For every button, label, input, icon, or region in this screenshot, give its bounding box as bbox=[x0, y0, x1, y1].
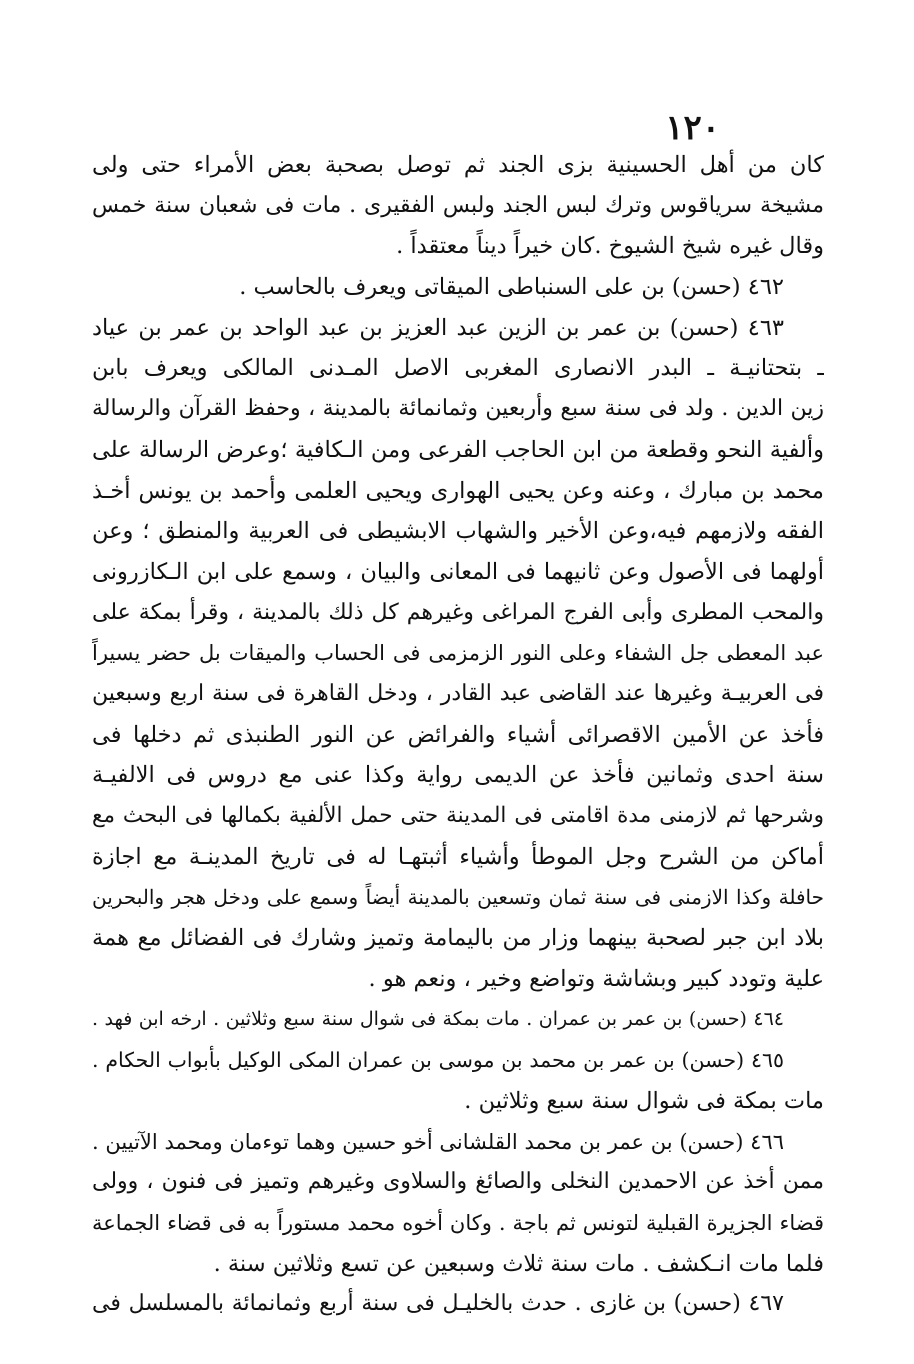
text-line: فأخذ عن الأمين الاقصرائى أشياء والفرائض عن النور الطنبذى ثم دخلها فى bbox=[92, 721, 824, 748]
text-line: مشيخة سرياقوس وترك لبس الجند ولبس الفقيرى . مات فى شعبان سنة خمس bbox=[92, 192, 824, 218]
text-line: كان من أهل الحسينية بزى الجند ثم توصل بصحبة بعض الأمراء حتى ولى bbox=[92, 152, 824, 178]
text-line: بلاد ابن جبر لصحبة بينهما وزار من باليمامة وتميز وشارك فى الفضائل مع همة bbox=[92, 925, 824, 952]
entry-462: ٤٦٢ (حسن) بن على السنباطى الميقاتى ويعرف بالحاسب . bbox=[239, 274, 784, 301]
text-line: فى العربيـة وغيرها عند القاضى عبد القادر ، ودخل القاهرة فى سنة اربع وسبعين bbox=[92, 680, 824, 706]
text-line: محمد بن مبارك ، وعنه وعن يحيى الهوارى ويحيى العلمى وأحمد بن يونس أخـذ bbox=[92, 477, 824, 504]
text-line: الفقه ولازمهم فيه،وعن الأخير والشهاب الابشيطى فى العربية والمنطق ؛ وعن bbox=[92, 518, 824, 545]
text-line: ممن أخذ عن الاحمدين النخلى والصائغ والسلاوى وغيرهم وتميز فى فنون ، وولى bbox=[92, 1169, 824, 1195]
text-line: زين الدين . ولد فى سنة سبع وأربعين وثمانمائة بالمدينة ، وحفظ القرآن والرسالة bbox=[92, 396, 824, 422]
text-line: حافلة وكذا الازمنى فى سنة ثمان وتسعين بالمدينة أيضاً وسمع على ودخل هجر والبحرين bbox=[92, 885, 824, 910]
text-line: ـ بتحتانيـة ـ البدر الانصارى المغربى الاصل المـدنى المالكى ويعرف بابن bbox=[92, 355, 824, 382]
entry-463: ٤٦٣ (حسن) بن عمر بن الزين عبد العزيز بن عبد الواحد بن عمر بن عياد bbox=[92, 314, 784, 341]
entry-467: ٤٦٧ (حسن) بن غازى . حدث بالخليـل فى سنة أربع وثمانمائة بالمسلسل فى bbox=[92, 1291, 784, 1317]
text-line: مات بمكة فى شوال سنة سبع وثلاثين . bbox=[464, 1087, 824, 1114]
text-line: أماكن من الشرح وجل الموطأ وأشياء أثبتهـا له فى تاريخ المدينـة مع اجازة bbox=[92, 843, 824, 870]
text-line: أولهما فى الأصول وعن ثانيهما فى المعانى والبيان ، وسمع على ابن الـكازرونى bbox=[92, 558, 824, 585]
entry-464: ٤٦٤ (حسن) بن عمر بن عمران . مات بمكة فى شوال سنة سبع وثلاثين . ارخه ابن فهد . bbox=[92, 1008, 784, 1031]
text-line: قضاء الجزيرة القبلية لتونس ثم باجة . وكان أخوه محمد مستوراً به فى قضاء الجماعة bbox=[92, 1210, 824, 1235]
text-line: وقال غيره شيخ الشيوخ .كان خيراً ديناً معتقداً . bbox=[396, 233, 824, 260]
text-body bbox=[92, 145, 824, 1325]
text-line: وشرحها ثم لازمنى مدة اقامتى فى المدينة حتى حمل الألفية بكمالها فى البحث مع bbox=[92, 803, 824, 828]
page-number: ١٢٠ bbox=[665, 108, 720, 148]
text-line: سنة احدى وثمانين فأخذ عن الديمى رواية وكذا عنى مع دروس فى الالفيـة bbox=[92, 762, 824, 789]
entry-466: ٤٦٦ (حسن) بن عمر بن محمد القلشانى أخو حسين وهما توءمان ومحمد الآتيين . bbox=[92, 1129, 785, 1154]
text-line: والمحب المطرى وأبى الفرج المراغى وغيرهم كل ذلك بالمدينة ، وقرأ بمكة على bbox=[92, 599, 824, 625]
text-line: فلما مات انـكشف . مات سنة ثلاث وسبعين عن تسع وثلاثين سنة . bbox=[213, 1250, 824, 1277]
text-line: عبد المعطى جل الشفاء وعلى النور الزمزمى فى الحساب والميقات بل حضر يسيراً bbox=[92, 641, 824, 666]
entry-465: ٤٦٥ (حسن) بن عمر بن محمد بن موسى بن عمران المكى الوكيل بأبواب الحكام . bbox=[92, 1048, 784, 1073]
text-line: وألفية النحو وقطعة من ابن الحاجب الفرعى ومن الـكافية ؛وعرض الرسالة على bbox=[92, 436, 824, 463]
text-line: علية وتودد كبير وبشاشة وتواضع وخير ، ونعم هو . bbox=[368, 965, 824, 992]
